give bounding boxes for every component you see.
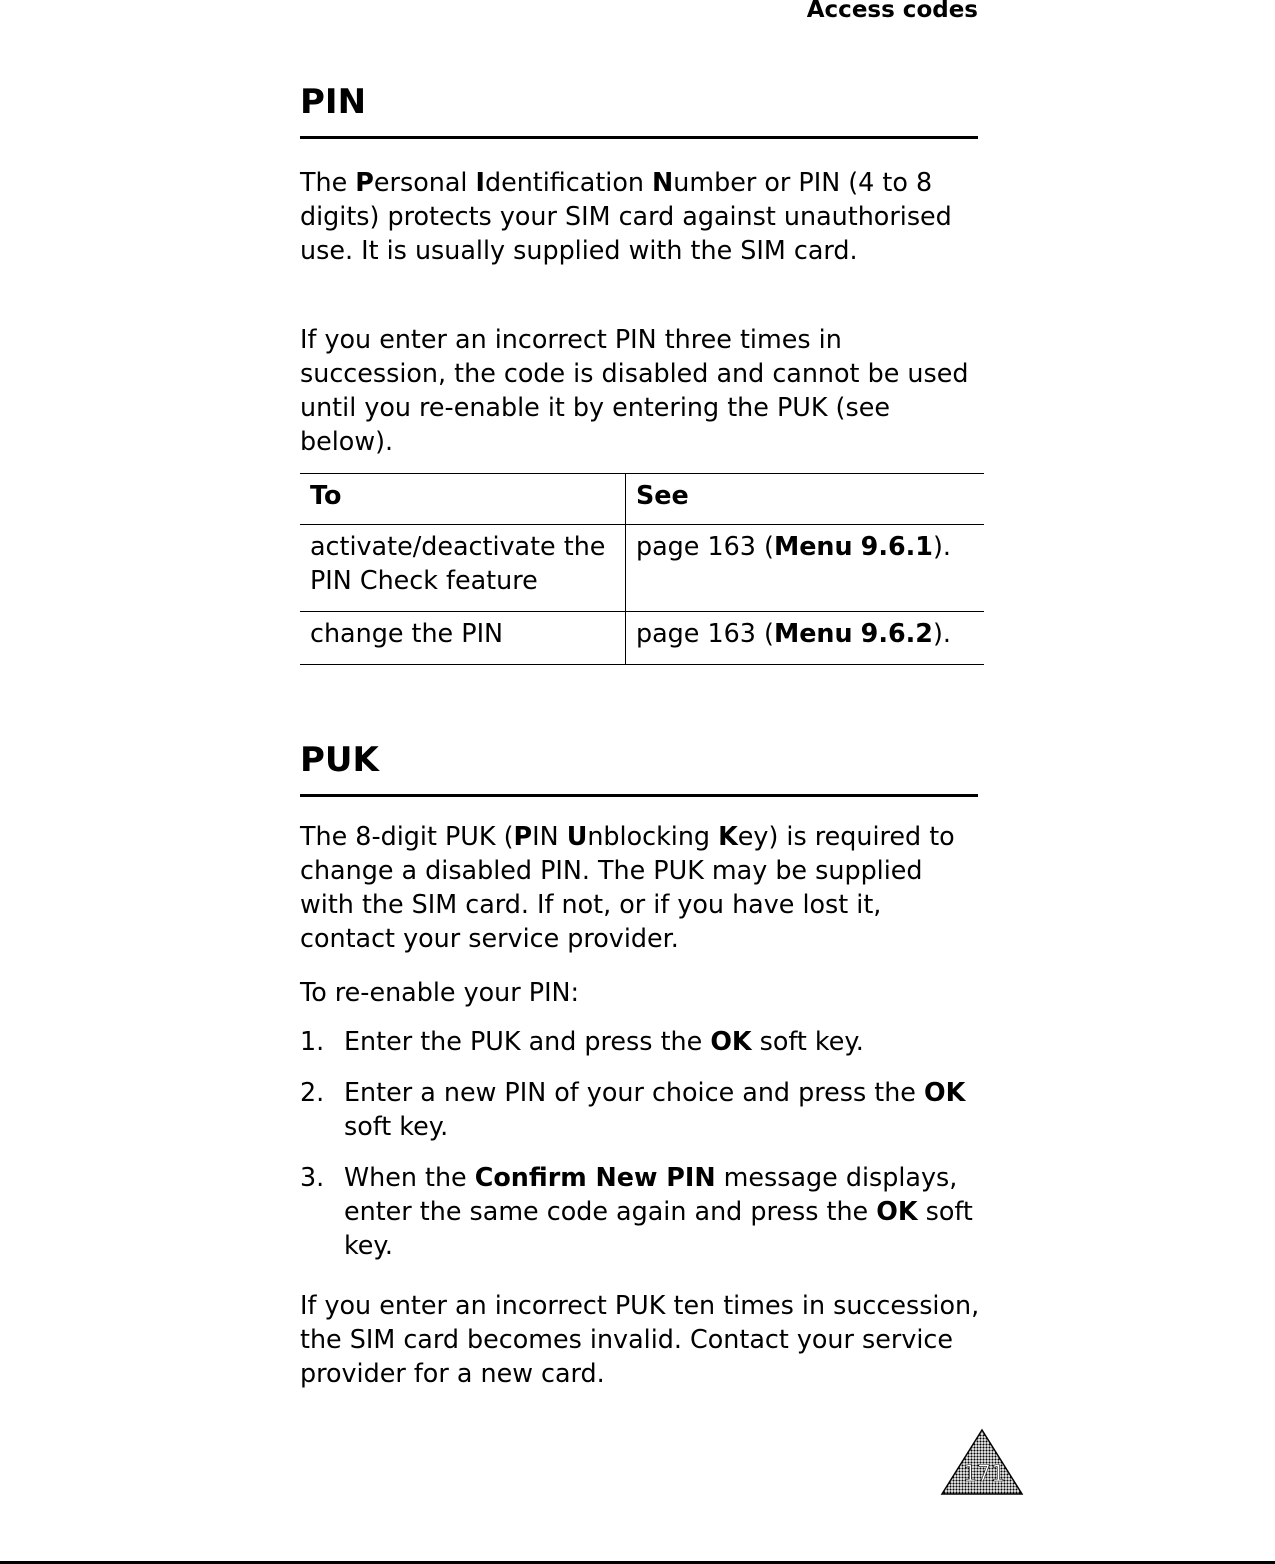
pin-section-title: PIN bbox=[300, 80, 978, 139]
page-number-badge bbox=[940, 1428, 1024, 1498]
table-header-see: See bbox=[626, 474, 985, 525]
table-header-to: To bbox=[300, 474, 626, 525]
table-cell-to: activate/deactivate the PIN Check feature bbox=[300, 525, 626, 612]
puk-section-title: PUK bbox=[300, 738, 978, 797]
reenable-steps-list bbox=[300, 1024, 990, 1279]
page-number: 171 bbox=[963, 1462, 1005, 1487]
table-header-row bbox=[300, 474, 984, 525]
pin-intro-paragraph: The Personal Identification Number or PIN (4 to 8 digits) protects your SIM card against unauthorised use. It is usually supplied with the SIM card. bbox=[300, 167, 952, 265]
list-item: 1. Enter the PUK and press the OK soft key. bbox=[300, 1026, 864, 1056]
table-row bbox=[300, 525, 984, 612]
reenable-intro: To re-enable your PIN: bbox=[300, 977, 580, 1007]
table-cell-see: page 163 (Menu 9.6.2). bbox=[626, 612, 985, 665]
table-cell-to: change the PIN bbox=[300, 612, 626, 665]
list-item: 3. When the Confirm New PIN message displays, enter the same code again and press the OK soft key. bbox=[300, 1162, 973, 1260]
table-cell-see: page 163 (Menu 9.6.1). bbox=[626, 525, 985, 612]
list-item: 2. Enter a new PIN of your choice and press the OK soft key. bbox=[300, 1077, 966, 1141]
running-header: Access codes bbox=[806, 0, 978, 23]
puk-intro-paragraph: The 8-digit PUK (PIN Unblocking Key) is required to change a disabled PIN. The PUK may be supplied with the SIM card. If not, or if you have lost it, contact your service provider. bbox=[300, 821, 955, 953]
table-row bbox=[300, 612, 984, 665]
puk-invalid-paragraph: If you enter an incorrect PUK ten times in succession, the SIM card becomes invalid. Contact your service provider for a new card. bbox=[300, 1290, 980, 1388]
pin-reference-table bbox=[300, 473, 984, 665]
pin-lockout-paragraph: If you enter an incorrect PIN three times in succession, the code is disabled and cannot be used until you re-enable it by entering the PUK (see below). bbox=[300, 324, 969, 456]
